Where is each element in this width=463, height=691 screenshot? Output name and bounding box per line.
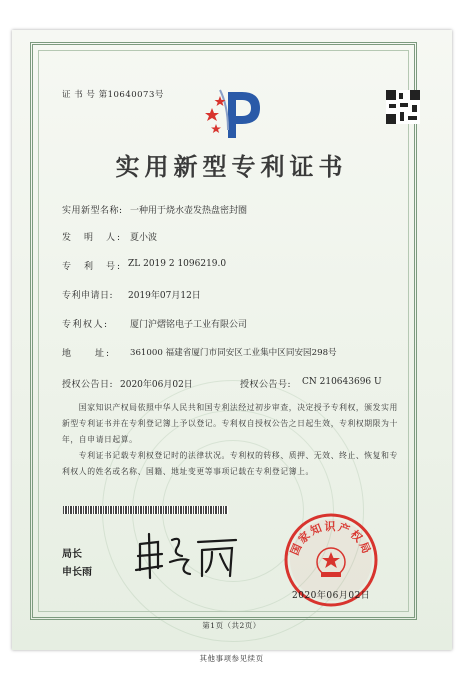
footer-note: 其他事项参见续页: [199, 654, 264, 663]
patent-number-label: 专 利 号:: [62, 262, 123, 272]
inventor-label: 发 明 人:: [62, 233, 123, 243]
paragraph-line: 新型专利证书并在专利登记簿上予以登记。专利权自授权公告之日起生效，专利权期限为十: [62, 419, 398, 428]
patent-number-value: ZL 2019 2 1096219.0: [128, 259, 227, 269]
paragraph-line: 专利证书记载专利权登记时的法律状况。专利权的转移、质押、无效、终止、恢复和专: [62, 451, 398, 460]
certificate-number: 证 书 号 第10640073号: [62, 90, 164, 100]
page-info: 第1页（共2页）: [202, 621, 261, 630]
address-value: 361000 福建省厦门市同安区工业集中区同安园298号: [130, 348, 337, 358]
grant-date-label: 授权公告日:: [62, 380, 114, 390]
qr-code-icon: [386, 90, 420, 124]
signature-icon: [132, 532, 242, 582]
barcode-icon: [63, 506, 228, 514]
apply-date-label: 专利申请日:: [62, 291, 114, 301]
grant-date-value: 2020年06月02日: [120, 380, 193, 390]
paragraph-legal-status: [62, 448, 398, 480]
owner-label: 专利权人:: [62, 320, 109, 330]
director-name: 申长雨: [62, 567, 92, 578]
director-title: 局长: [62, 549, 82, 560]
owner-value: 厦门沪熠铭电子工业有限公司: [130, 320, 248, 330]
name-label: 实用新型名称:: [62, 206, 123, 216]
inventor-value: 夏小波: [130, 233, 158, 243]
seal-date: 2020年06月02日: [292, 591, 371, 601]
name-value: 一种用于烧水壶发热盘密封圈: [130, 206, 248, 216]
address-label: 地 址:: [62, 349, 112, 359]
certificate-title: 实用新型专利证书: [115, 152, 348, 181]
apply-date-value: 2019年07月12日: [128, 291, 201, 301]
paragraph-line: 国家知识产权局依照中华人民共和国专利法经过初步审查，决定授予专利权，颁发实用: [62, 403, 398, 412]
paragraph-line: 年，自申请日起算。: [62, 435, 138, 444]
grant-number-label: 授权公告号:: [240, 380, 292, 390]
paragraph-line: 利权人的姓名或名称、国籍、地址变更等事项记载在专利登记簿上。: [62, 467, 314, 476]
grant-number-value: CN 210643696 U: [302, 377, 382, 387]
paragraph-grant: [62, 400, 398, 448]
seal-text: 国家知识产权局: [288, 519, 374, 558]
cnipa-logo-icon: [198, 86, 268, 140]
